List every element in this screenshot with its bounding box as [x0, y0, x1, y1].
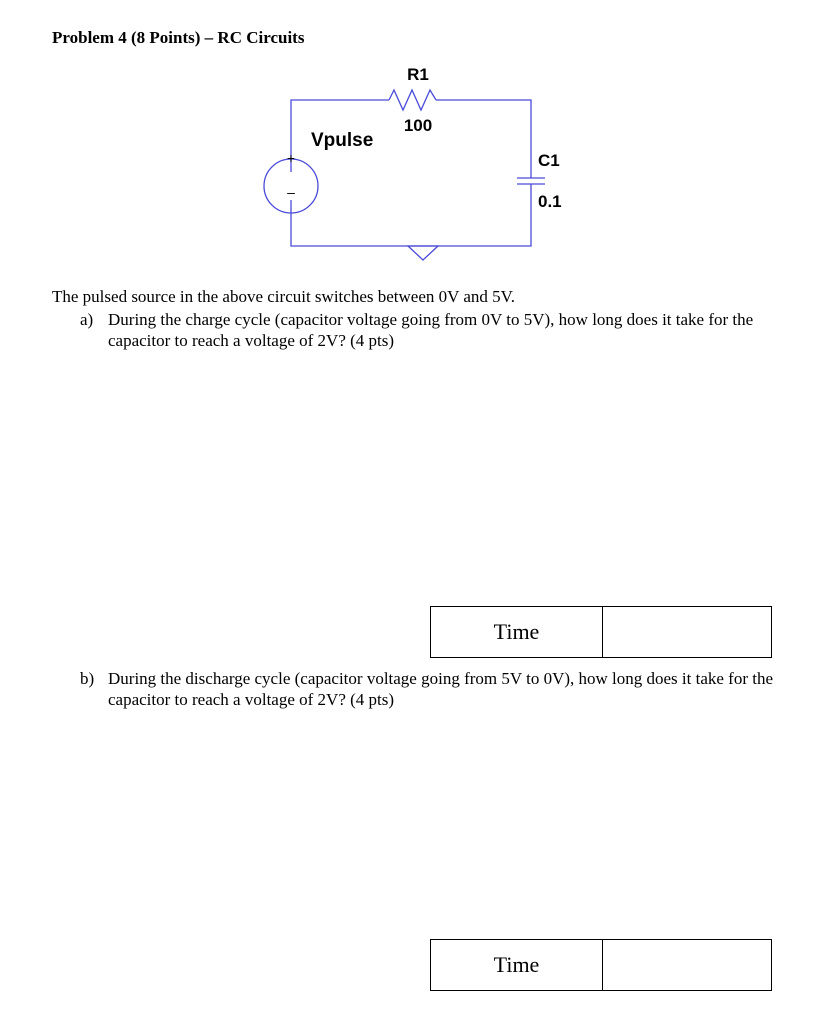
resistor-value: 100: [403, 116, 433, 135]
ground-icon: [408, 246, 438, 260]
capacitor-value: 0.1: [538, 192, 562, 211]
question-b: [80, 668, 780, 710]
wire-top-right: [436, 100, 531, 178]
source-name: Vpulse: [311, 130, 374, 151]
answer-a-field[interactable]: [603, 607, 771, 657]
question-a-text: During the charge cycle (capacitor voltage going from 0V to 5V), how long does it take for the capacitor to reach a voltage of 2V? (4 pts): [108, 310, 754, 350]
minus-sign: –: [287, 184, 295, 200]
problem-title: Problem 4 (8 Points) – RC Circuits: [52, 28, 305, 47]
resistor-symbol: [389, 90, 436, 110]
answer-b-label: Time: [431, 940, 603, 990]
intro-text: The pulsed source in the above circuit switches between 0V and 5V.: [52, 287, 515, 306]
plus-sign: +: [286, 150, 296, 166]
answer-box-b: [430, 939, 772, 991]
capacitor-name: C1: [538, 151, 560, 170]
question-a-label: a): [80, 310, 94, 329]
question-b-label: b): [80, 669, 95, 688]
rc-circuit-diagram: [0, 0, 823, 280]
question-b-text: During the discharge cycle (capacitor voltage going from 5V to 0V), how long does it take for the capacitor to reach a voltage of 2V? (4 pts): [108, 669, 774, 709]
question-a: [80, 309, 780, 351]
answer-box-a: [430, 606, 772, 658]
resistor-name: R1: [407, 65, 429, 84]
answer-a-label: Time: [431, 607, 603, 657]
wire-right-bottom: [291, 184, 531, 246]
answer-b-field[interactable]: [603, 940, 771, 990]
